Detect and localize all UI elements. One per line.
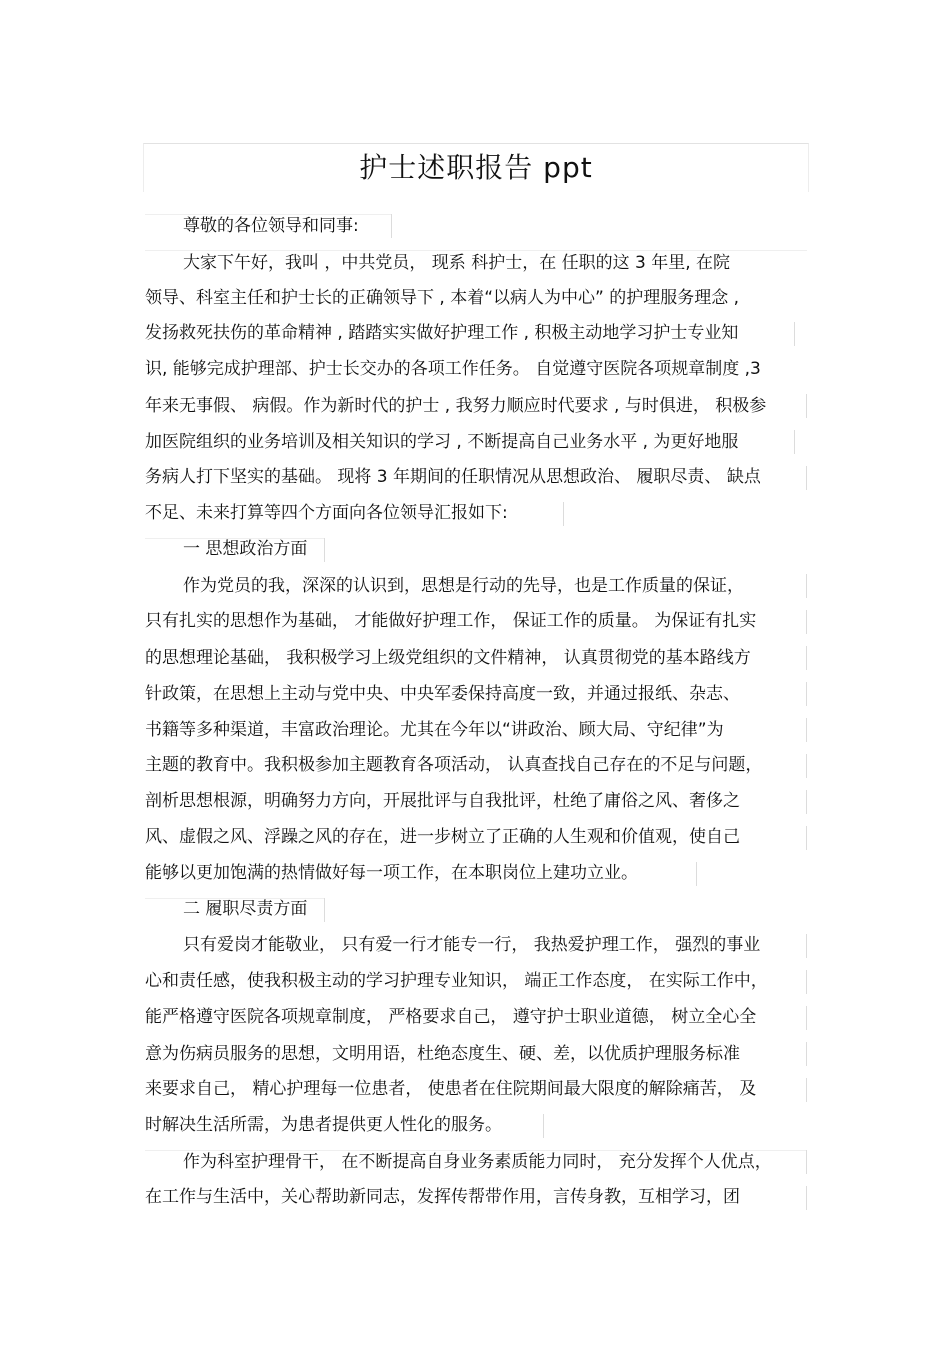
divider	[806, 646, 807, 670]
intro-line: 发扬救死扶伤的革命精神 , 踏踏实实做好护理工作 , 积极主动地学习护士专业知	[145, 323, 739, 343]
intro-line: 年来无事假、 病假。作为新时代的护士 , 我努力顺应时代要求 , 与时俱进， 积极参	[145, 396, 767, 416]
divider	[563, 502, 564, 526]
paragraph-line: 来要求自己， 精心护理每一位患者， 使患者在住院期间最大限度的解除痛苦， 及	[145, 1079, 757, 1099]
document-title: 护士述职报告 ppt	[359, 151, 593, 184]
paragraph-line: 只有扎实的思想作为基础， 才能做好护理工作， 保证工作的质量。 为保证有扎实	[145, 611, 757, 631]
intro-line: 识, 能够完成护理部、护士长交办的各项工作任务。 自觉遵守医院各项规章制度 ,3	[145, 359, 761, 379]
divider	[806, 790, 807, 814]
paragraph-line: 作为党员的我，深深的认识到，思想是行动的先导，也是工作质量的保证，	[183, 576, 744, 596]
paragraph-line: 心和责任感，使我积极主动的学习护理专业知识， 端正工作态度， 在实际工作中，	[145, 971, 768, 991]
paragraph-line: 能严格遵守医院各项规章制度， 严格要求自己， 遵守护士职业道德， 树立全心全	[145, 1007, 757, 1027]
divider	[794, 430, 795, 454]
divider	[806, 1186, 807, 1210]
divider	[806, 574, 807, 598]
paragraph-line: 意为伤病员服务的思想，文明用语，杜绝态度生、硬、差，以优质护理服务标准	[145, 1044, 740, 1064]
divider	[806, 934, 807, 958]
divider	[806, 970, 807, 994]
divider	[806, 466, 807, 490]
divider	[794, 322, 795, 346]
divider	[696, 862, 697, 886]
greeting: 尊敬的各位领导和同事:	[183, 216, 359, 236]
divider	[806, 826, 807, 850]
paragraph-line: 剖析思想根源，明确努力方向，开展批评与自我批评，杜绝了庸俗之风、奢侈之	[145, 791, 740, 811]
divider	[806, 394, 807, 418]
paragraph-line: 在工作与生活中，关心帮助新同志，发挥传帮带作用，言传身教，互相学习，团	[145, 1187, 740, 1207]
divider	[806, 682, 807, 706]
paragraph-line: 书籍等多种渠道，丰富政治理论。尤其在今年以“讲政治、顾大局、守纪律”为	[145, 720, 724, 740]
divider	[543, 1114, 544, 1138]
title-box	[143, 143, 809, 192]
section-heading: 一 思想政治方面	[183, 539, 308, 559]
paragraph-line: 作为科室护理骨干， 在不断提高自身业务素质能力同时， 充分发挥个人优点，	[183, 1152, 772, 1172]
paragraph-line: 时解决生活所需，为患者提供更人性化的服务。	[145, 1115, 502, 1135]
divider	[324, 898, 325, 922]
paragraph-line: 能够以更加饱满的热情做好每一项工作，在本职岗位上建功立业。	[145, 863, 638, 883]
intro-line: 不足、未来打算等四个方面向各位领导汇报如下:	[145, 503, 508, 523]
intro-line: 加医院组织的业务培训及相关知识的学习 , 不断提高自己业务水平 , 为更好地服	[145, 432, 739, 452]
paragraph-line: 主题的教育中。我积极参加主题教育各项活动， 认真查找自己存在的不足与问题，	[145, 755, 763, 775]
paragraph-line: 风、虚假之风、浮躁之风的存在，进一步树立了正确的人生观和价值观，使自己	[145, 827, 740, 847]
intro-line: 务病人打下坚实的基础。 现将 3 年期间的任职情况从思想政治、 履职尽责、 缺点	[145, 467, 761, 487]
divider	[324, 538, 325, 562]
divider	[806, 1042, 807, 1066]
divider	[391, 214, 392, 238]
divider	[806, 1150, 807, 1174]
paragraph-line: 只有爱岗才能敬业， 只有爱一行才能专一行， 我热爱护理工作， 强烈的事业	[183, 935, 761, 955]
intro-line: 大家下午好，我叫 ，中共党员， 现系 科护士，在 任职的这 3 年里, 在院	[183, 253, 731, 273]
section-heading: 二 履职尽责方面	[183, 899, 308, 919]
intro-line: 领导、科室主任和护士长的正确领导下 , 本着“以病人为中心” 的护理服务理念 ,	[145, 288, 740, 308]
divider	[806, 1078, 807, 1102]
paragraph-line: 的思想理论基础， 我积极学习上级党组织的文件精神， 认真贯彻党的基本路线方	[145, 648, 751, 668]
divider	[806, 718, 807, 742]
divider	[806, 1006, 807, 1030]
divider	[806, 754, 807, 778]
paragraph-line: 针政策，在思想上主动与党中央、中央军委保持高度一致，并通过报纸、杂志、	[145, 684, 740, 704]
divider	[806, 610, 807, 634]
